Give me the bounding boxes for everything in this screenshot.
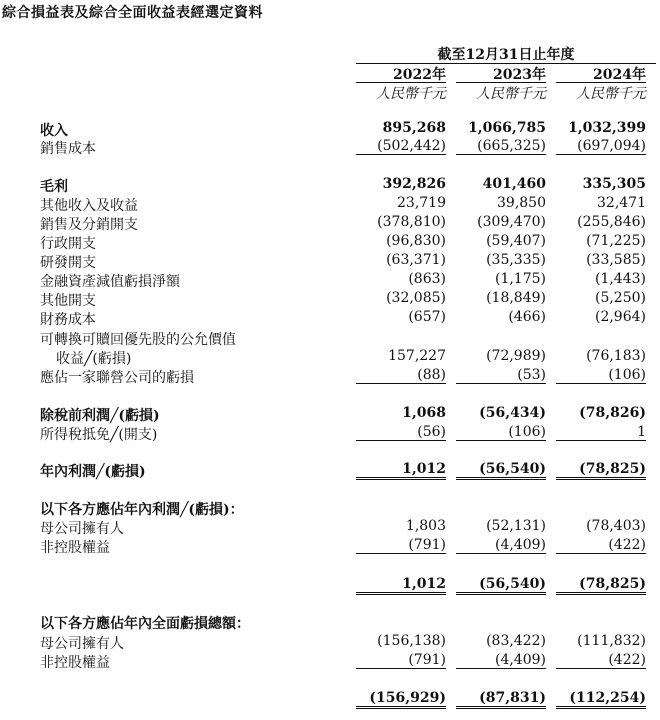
row-label: 收益╱(虧損): [56, 351, 132, 367]
row-other-income: [0, 195, 660, 213]
cell-2022: (502,442): [356, 138, 446, 155]
cell-2023: (18,849): [486, 290, 546, 306]
column-unit-2023: 人民幣千元: [476, 86, 546, 102]
cell-2023: (52,131): [486, 518, 546, 534]
row-selling-expenses: [0, 214, 660, 232]
row-label: 其他開支: [40, 293, 96, 309]
row-label: 應佔一家聯營公司的虧損: [40, 370, 194, 386]
cell-2023: (1,175): [494, 271, 546, 287]
row-label: 可轉換可贖回優先股的公允價值: [40, 332, 236, 348]
row-attributable-profit-total: [0, 576, 660, 594]
cell-2023: (309,470): [477, 214, 546, 230]
row-label: 行政開支: [40, 236, 96, 252]
row-non-controlling-comprehensive: [0, 652, 660, 670]
cell-2022: 895,268: [382, 120, 446, 136]
cell-2024: 32,471: [597, 195, 646, 211]
cell-2022: 392,826: [382, 176, 446, 192]
cell-2024: (106): [556, 367, 646, 384]
cell-2022: (156,929): [356, 690, 446, 709]
row-label: 收入: [40, 123, 68, 139]
row-rnd-expenses: [0, 252, 660, 270]
row-impairment-losses: [0, 271, 660, 289]
cell-2023: (106): [456, 424, 546, 441]
document-title: 綜合損益表及綜合全面收益表經選定資料: [2, 5, 263, 21]
row-profit-before-tax: [0, 405, 660, 423]
row-admin-expenses: [0, 233, 660, 251]
cell-2023: (4,409): [456, 537, 546, 554]
row-label: 母公司擁有人: [40, 636, 124, 652]
cell-2022: 157,227: [388, 348, 446, 364]
row-owners-of-parent: [0, 518, 660, 536]
row-label: 毛利: [40, 179, 68, 195]
row-label: 銷售成本: [40, 141, 96, 157]
cell-2024: (422): [556, 652, 646, 669]
cell-2024: (422): [556, 537, 646, 554]
cell-2022: 1,012: [356, 576, 446, 595]
cell-2024: (33,585): [586, 252, 646, 268]
cell-2023: (56,540): [456, 576, 546, 595]
cell-2023: (59,407): [486, 233, 546, 249]
row-preferred-shares-fv-heading: [0, 329, 660, 347]
cell-2024: (112,254): [556, 690, 646, 709]
row-label: 除稅前利潤╱(虧損): [40, 408, 160, 424]
cell-2022: (378,810): [377, 214, 446, 230]
cell-2023: (4,409): [456, 652, 546, 669]
cell-2022: (96,830): [386, 233, 446, 249]
cell-2024: (1,443): [594, 271, 646, 287]
cell-2024: (78,826): [579, 405, 646, 421]
cell-2023: (35,335): [486, 252, 546, 268]
cell-2022: (88): [356, 367, 446, 384]
cell-2024: 1: [556, 424, 646, 441]
cell-2022: 1,803: [405, 518, 446, 534]
row-label: 以下各方應佔年內全面虧損總額：: [40, 616, 250, 632]
cell-2024: (255,846): [577, 214, 646, 230]
row-label: 研發開支: [40, 255, 96, 271]
cell-2023: (466): [508, 309, 546, 325]
row-owners-of-parent-comprehensive: [0, 633, 660, 651]
cell-2023: (87,831): [456, 690, 546, 709]
cell-2022: (791): [356, 537, 446, 554]
cell-2022: (657): [408, 309, 446, 325]
row-label: 以下各方應佔年內利潤╱(虧損)：: [40, 502, 244, 518]
cell-2022: 1,012: [356, 461, 446, 480]
cell-2024: (2,964): [594, 309, 646, 325]
row-label: 其他收入及收益: [40, 198, 138, 214]
row-attributable-profit-heading: [0, 499, 660, 517]
row-income-tax: [0, 424, 660, 442]
cell-2022: (863): [408, 271, 446, 287]
cell-2024: (76,183): [586, 348, 646, 364]
cell-2024: (111,832): [577, 633, 646, 649]
row-label: 非控股權益: [40, 540, 110, 556]
cell-2022: (56): [356, 424, 446, 441]
cell-2022: (791): [356, 652, 446, 669]
row-label: 銷售及分銷開支: [40, 217, 138, 233]
row-gross-profit: [0, 176, 660, 194]
cell-2024: 1,032,399: [568, 120, 646, 136]
row-label: 財務成本: [40, 312, 96, 328]
row-associate-loss: [0, 367, 660, 385]
cell-2024: (78,825): [556, 576, 646, 595]
cell-2022: (63,371): [386, 252, 446, 268]
cell-2024: (78,403): [586, 518, 646, 534]
cell-2023: 401,460: [482, 176, 546, 192]
row-non-controlling: [0, 537, 660, 555]
row-other-expenses: [0, 290, 660, 308]
cell-2024: 335,305: [582, 176, 646, 192]
column-year-2024: 2024年: [593, 67, 646, 83]
row-preferred-shares-fv: [0, 348, 660, 366]
row-profit-for-year: [0, 461, 660, 479]
column-unit-2024: 人民幣千元: [576, 86, 646, 102]
cell-2023: (56,540): [456, 461, 546, 480]
column-unit-2022: 人民幣千元: [376, 86, 446, 102]
cell-2024: (697,094): [556, 138, 646, 155]
column-year-2023: 2023年: [493, 67, 546, 83]
column-year-2022: 2022年: [393, 67, 446, 83]
cell-2023: 1,066,785: [468, 120, 546, 136]
row-revenue: [0, 120, 660, 138]
row-label: 所得稅抵免╱(開支): [40, 427, 158, 443]
cell-2022: 23,719: [397, 195, 446, 211]
row-finance-costs: [0, 309, 660, 327]
cell-2023: 39,850: [497, 195, 546, 211]
row-comprehensive-loss-heading: [0, 613, 660, 631]
row-label: 金融資產減值虧損淨額: [40, 274, 180, 290]
row-cost-of-sales: [0, 138, 660, 156]
row-label: 年內利潤╱(虧損): [40, 464, 146, 480]
cell-2024: (71,225): [586, 233, 646, 249]
cell-2024: (78,825): [556, 461, 646, 480]
cell-2022: (32,085): [386, 290, 446, 306]
row-comprehensive-loss-total: [0, 690, 660, 708]
cell-2022: (156,138): [377, 633, 446, 649]
row-label: 母公司擁有人: [40, 521, 124, 537]
cell-2023: (665,325): [456, 138, 546, 155]
period-header: 截至12月31日止年度: [437, 47, 575, 63]
cell-2023: (72,989): [486, 348, 546, 364]
row-label: 非控股權益: [40, 655, 110, 671]
cell-2023: (53): [456, 367, 546, 384]
cell-2022: 1,068: [402, 405, 446, 421]
cell-2024: (5,250): [594, 290, 646, 306]
cell-2023: (83,422): [486, 633, 546, 649]
cell-2023: (56,434): [479, 405, 546, 421]
